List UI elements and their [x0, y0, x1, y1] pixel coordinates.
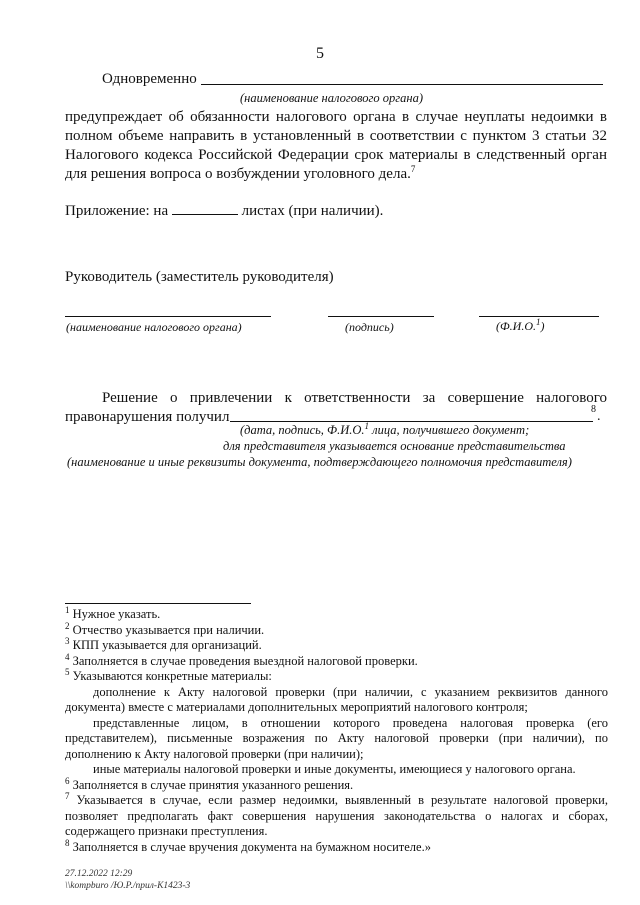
footnote	[65, 775, 608, 794]
footnote	[65, 635, 608, 654]
fio-caption-sup: 1	[535, 317, 541, 327]
signature-sign-line	[328, 316, 434, 317]
footnote-text: Указывается в случае, если размер недоимки, выявленный в результате налоговой проверки, позволяет предполагать факт совершения нарушения законодательства о налогах и сборах, содержащего признаки преступления.	[65, 793, 608, 838]
footnote-num: 6	[65, 775, 70, 786]
print-stamp-path: \\kompburo /Ю.Р./прил-К1423-3	[65, 881, 191, 891]
footnote	[65, 790, 608, 840]
fio-caption-text: (Ф.И.О.	[496, 319, 536, 333]
decision-caption1-a: (дата, подпись, Ф.И.О.	[240, 423, 365, 437]
footnote-text: Указываются конкретные материалы:	[72, 669, 272, 683]
decision-dot: .	[597, 409, 601, 424]
signature-org-line	[65, 316, 271, 317]
footnote-text: Отчество указывается при наличии.	[72, 622, 265, 637]
decision-caption1	[240, 420, 530, 438]
page-number: 5	[316, 45, 324, 62]
footnote	[65, 620, 608, 639]
footnote-num: 3	[65, 635, 70, 646]
footnote-text: Заполняется в случае вручения документа на бумажном носителе.»	[72, 839, 431, 854]
footnote-text: Заполняется в случае принятия указанного решения.	[72, 777, 354, 792]
decision-line2: правонарушения получил	[65, 409, 230, 425]
footnote-num: 2	[65, 620, 70, 631]
footnotes-block	[65, 604, 608, 855]
footnote-text: Заполняется в случае проведения выездной налоговой проверки.	[72, 653, 418, 668]
footnote-num: 7	[65, 790, 70, 801]
print-stamp-date: 27.12.2022 12:29	[65, 869, 133, 879]
decision-caption1-b: лица, получившего документ;	[369, 423, 530, 437]
footnote	[65, 604, 608, 623]
appendix-suffix: листах (при наличии).	[241, 203, 384, 219]
decision-caption3: (наименование и иные реквизиты документа, подтверждающего полномочия представителя)	[67, 455, 572, 469]
footnote-5-item: дополнение к Акту налоговой проверки (при наличии, с указанием реквизитов данного документа) вместе с материалами дополнительных мероприятий налогового контроля;	[65, 684, 608, 714]
decision-caption1-sup: 1	[364, 420, 370, 431]
appendix-label: Приложение: на	[65, 203, 169, 219]
footnote	[65, 666, 608, 685]
footnote-num: 5	[65, 666, 70, 677]
footnote-5-item: иные материалы налоговой проверки и иные документы, имеющиеся у налогового органа.	[93, 762, 576, 776]
tax-org-field-line	[201, 84, 603, 85]
appendix-sheets-field	[172, 201, 238, 215]
footnote-separator	[65, 603, 251, 604]
warning-paragraph	[65, 108, 607, 184]
footnote	[65, 651, 608, 670]
signature-fio-caption	[496, 319, 544, 334]
footnote-text: КПП указывается для организаций.	[72, 638, 262, 652]
footnote-5-item: представленные лицом, в отношении которого проведена налоговая проверка (его представителем), письменные возражения по Акту налоговой проверки (при наличии), по дополнению к Акту налоговой проверки (при наличии);	[65, 715, 608, 761]
head-label: Руководитель (заместитель руководителя)	[65, 269, 334, 285]
signature-sign-caption: (подпись)	[345, 320, 394, 334]
footnote	[65, 837, 608, 856]
signature-org-caption: (наименование налогового органа)	[66, 320, 242, 334]
appendix-line	[65, 201, 383, 221]
footnote-text: Нужное указать.	[72, 607, 161, 621]
footnote-num: 1	[65, 604, 70, 615]
footnote-num: 4	[65, 651, 70, 662]
decision-caption2: для представителя указывается основание представительства	[223, 439, 566, 453]
footnote-num: 8	[65, 837, 70, 848]
decision-line1: Решение о привлечении к ответственности за совершение налогового	[102, 390, 607, 406]
decision-sup-8: 8	[591, 404, 596, 415]
footnote-ref-7: 7	[410, 164, 416, 174]
simultaneously-label: Одновременно	[102, 71, 197, 87]
fio-caption-close: )	[540, 319, 545, 333]
decision-recipient-line	[230, 421, 593, 422]
tax-org-caption: (наименование налогового органа)	[240, 91, 423, 105]
warning-text: предупреждает об обязанности налогового органа в случае неуплаты недоимки в полном объеме направить в установленный в соответствии с пунктом 3 статьи 32 Налогового кодекса Российской Федерации срок материалы в следственный орган для решения вопроса о возбуждении уголовного дела.	[65, 109, 607, 182]
